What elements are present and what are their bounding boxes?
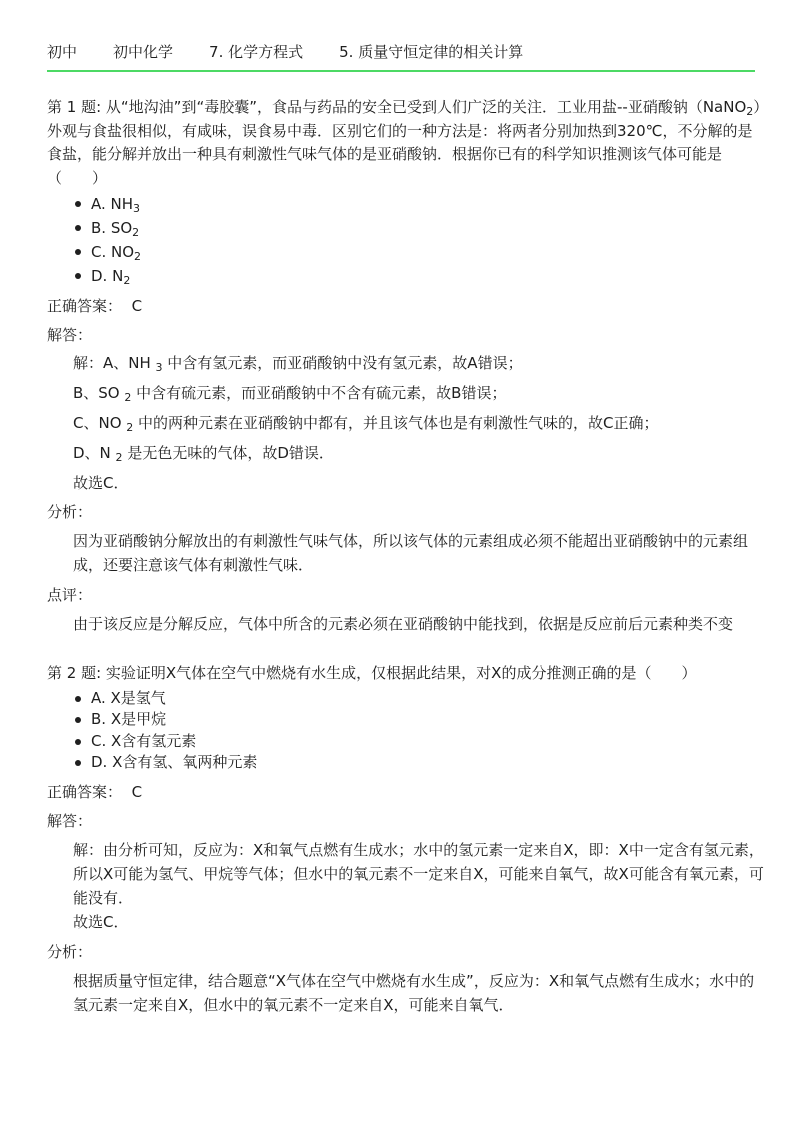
answer-row: 正确答案： C: [47, 297, 143, 315]
breadcrumb-item-level[interactable]: 初中: [47, 42, 78, 61]
comment-body: 由于该反应是分解反应，气体中所含的元素必须在亚硝酸钠中能找到，依据是反应前后元素种类不变: [73, 615, 734, 633]
solution-label: 解答：: [47, 326, 93, 344]
solution-line: C、NO $_2$ 中的两种元素在亚硝酸钠中都有，并且该气体也是有刺激性气味的，故C正确；: [73, 414, 659, 434]
analysis-body: 根据质量守恒定律，结合题意“X气体在空气中燃烧有水生成”，反应为：X和氧气点燃有生成水；水中的氢元素一定来自X，但水中的氧元素不一定来自X，可能来自氧气．: [73, 971, 755, 1014]
solution-line: D、N $_2$ 是无色无味的气体，故D错误．: [73, 444, 334, 464]
breadcrumb-item-subject[interactable]: 初中化学: [113, 42, 174, 61]
solution-line: 解：A、NH $_3$ 中含有氢元素，而亚硝酸钠中没有氢元素，故A错误；: [73, 354, 523, 374]
question-1: [47, 96, 767, 636]
question-1-options: [47, 192, 767, 288]
option-b[interactable]: B. X是甲烷: [69, 709, 767, 731]
correct-answer: C: [131, 782, 143, 801]
analysis-label: 分析：: [47, 942, 93, 961]
option-b[interactable]: B. $SO_2$: [69, 216, 767, 240]
answer-row: 正确答案： C: [47, 782, 143, 801]
option-c[interactable]: C. X含有氢元素: [69, 731, 767, 753]
comment-label: 点评：: [47, 586, 93, 604]
solution-body: [47, 352, 767, 494]
option-a[interactable]: A. $NH_3$: [69, 192, 767, 216]
breadcrumb-item-topic[interactable]: 5. 质量守恒定律的相关计算: [339, 42, 524, 61]
option-d[interactable]: D. X含有氢、氧两种元素: [69, 752, 767, 774]
solution-body: [47, 838, 767, 934]
solution-text: 解：由分析可知，反应为：X和氧气点燃有生成水；水中的氢元素一定来自X，即：X中一定含有氢元素，所以X可能为氢气、甲烷等气体；但水中的氧元素不一定来自X，可能来自氧气，故X可能含有氧元素，可能没有．: [73, 840, 764, 907]
option-a[interactable]: A. X是氢气: [69, 688, 767, 710]
question-2: [47, 662, 767, 1017]
solution-line: B、SO $_2$ 中含有硫元素，而亚硝酸钠中不含有硫元素，故B错误；: [73, 384, 507, 404]
breadcrumb-item-chapter[interactable]: 7. 化学方程式: [209, 42, 304, 61]
solution-conclusion: 故选C．: [73, 474, 129, 492]
option-c[interactable]: C. $NO_2$: [69, 240, 767, 264]
option-d[interactable]: D. $N_2$: [69, 264, 767, 288]
correct-answer: C: [131, 297, 143, 315]
question-2-text: 第 2 题: 实验证明X气体在空气中燃烧有水生成，仅根据此结果，对X的成分推测正确的是（ ）: [47, 664, 697, 682]
breadcrumb: [47, 40, 559, 62]
question-list: [47, 96, 767, 1043]
solution-label: 解答：: [47, 811, 93, 830]
question-2-options: [47, 688, 767, 774]
solution-conclusion: 故选C．: [73, 912, 129, 931]
header-divider: [47, 70, 755, 72]
analysis-label: 分析：: [47, 503, 93, 521]
analysis-body: 因为亚硝酸钠分解放出的有刺激性气味气体，所以该气体的元素组成必须不能超出亚硝酸钠中的元素组成，还要注意该气体有刺激性气味．: [73, 532, 749, 574]
question-1-text: 第 1 题: 从“地沟油”到“毒胶囊”，食品与药品的安全已受到人们广泛的关注．工业用盐--亚硝酸钠（NaNO$_2$）外观与食盐很相似，有咸味，误食易中毒．区别它们的一种方法是：将两者分别加热到320℃，不分解的是食盐，能分解并放出一种具有刺激性气味气体的是亚硝酸钠．根据你已有的科学知识推测该气体可能是（ ）: [47, 98, 761, 187]
